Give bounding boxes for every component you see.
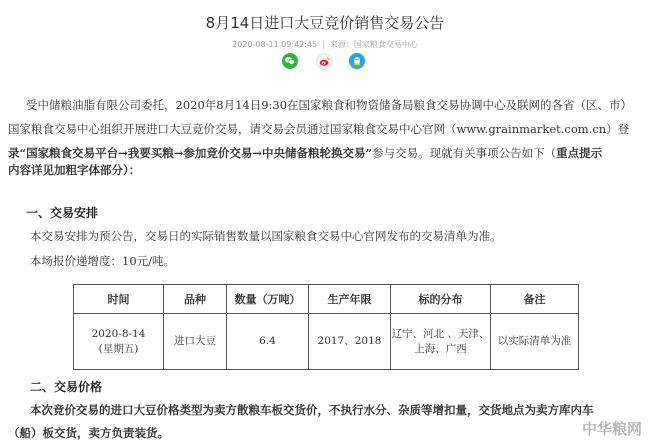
- table-header-cell: 标的分布: [391, 285, 491, 314]
- section2-text-2: （船）板交货，卖方负责装货。: [8, 426, 169, 440]
- section2-text-1: 本次竞价交易的进口大豆价格类型为卖方散粮车板交货价，不执行水分、杂质等增扣量，交货地点为卖方库内车: [30, 403, 594, 417]
- section1-text-2: 本场报价递增度：10元/吨。: [30, 254, 176, 268]
- section-heading-trade-price: 二、交易价格: [30, 380, 103, 394]
- table-header-row: [74, 285, 579, 314]
- table-header-cell: 生产年限: [309, 285, 391, 314]
- intro-line-3-text: 参与交易。现就有关事项公告如下（: [372, 146, 557, 160]
- intro-line-1: 受中储粮油脂有限公司委托，2020年8月14日9:30在国家粮食和物资储备局粮食交易协调中心及联网的各省（区、市）: [26, 98, 633, 112]
- section1-text-1: 本交易安排为预公告，交易日的实际销售数量以国家粮食交易中心官网发布的交易清单为准。: [30, 229, 502, 243]
- trade-schedule-table: [73, 284, 579, 370]
- intro-bold-path: 录“国家粮食交易平台→我要买粮→参加竞价交易→中央储备粮轮换交易”: [8, 146, 373, 160]
- cell-distribution: 辽宁、河北 、天津、 上海、广西: [391, 314, 491, 370]
- publish-datetime: 2020-08-11 09:42:45: [232, 40, 318, 49]
- section-heading-trade-arrangement: 一、交易安排: [26, 206, 99, 220]
- cell-remark: 以实际清单为准: [491, 314, 579, 370]
- table-header-cell: 备注: [491, 285, 579, 314]
- cell-years: 2017、2018: [309, 314, 391, 370]
- intro-line-2: 国家粮食交易中心组织开展进口大豆竞价交易，请交易会员通过国家粮食交易中心官网（www.grainmarket.com.cn）登: [8, 122, 630, 136]
- intro-bold-note: 重点提示: [556, 146, 603, 160]
- page-title: 8月14日进口大豆竞价销售交易公告: [205, 14, 445, 32]
- table-header-cell: 时间: [74, 285, 164, 314]
- cell-quantity: 6.4: [227, 314, 309, 370]
- article-source: 来源：国家粮食交易中心: [329, 40, 418, 49]
- intro-line-4: 内容详见加粗字体部分）：: [8, 163, 141, 177]
- intro-line-3: [8, 145, 602, 161]
- watermark-logo: 中华粮网: [581, 420, 642, 438]
- qq-icon[interactable]: [349, 53, 365, 69]
- table-header-cell: 数量（万吨）: [227, 285, 309, 314]
- cell-variety: 进口大豆: [164, 314, 227, 370]
- article-meta: 2020-08-11 09:42:45 | 来源：国家粮食交易中心: [232, 40, 418, 49]
- wechat-icon[interactable]: [282, 53, 298, 69]
- weibo-icon[interactable]: [316, 53, 333, 70]
- table-header-cell: 品种: [164, 285, 227, 314]
- cell-time: 2020-8-14 (星期五): [74, 314, 164, 370]
- table-row: [74, 314, 579, 370]
